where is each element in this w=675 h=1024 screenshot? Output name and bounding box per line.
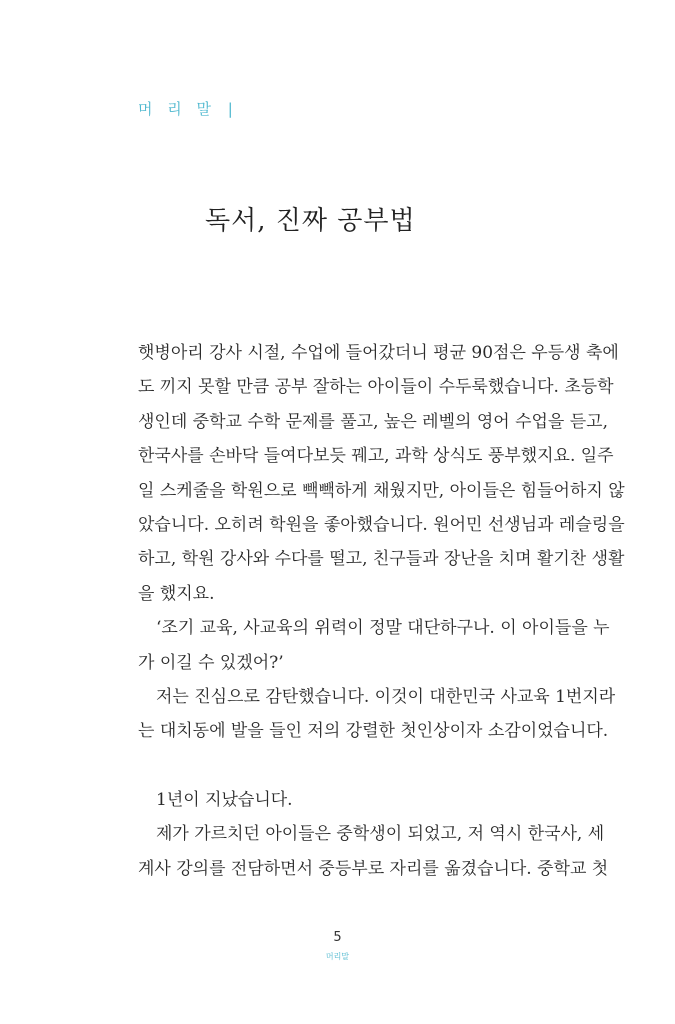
paragraph-line: 제가 가르치던 아이들은 중학생이 되었고, 저 역시 한국사, 세	[156, 824, 605, 845]
paragraph-line: 생인데 중학교 수학 문제를 풀고, 높은 레벨의 영어 수업을 듣고,	[138, 411, 608, 432]
page-title: 독서, 진짜 공부법	[205, 206, 416, 236]
quote-line: ‘조기 교육, 사교육의 위력이 정말 대단하구나. 이 아이들을 누	[156, 618, 610, 639]
section-label-text: 머 리 말	[138, 100, 217, 118]
paragraph-line: 1년이 지났습니다.	[156, 790, 293, 811]
paragraph-line: 저는 진심으로 감탄했습니다. 이것이 대한민국 사교육 1번지라	[156, 686, 616, 707]
paragraph-line: 도 끼지 못할 만큼 공부 잘하는 아이들이 수두룩했습니다. 초등학	[138, 377, 614, 398]
paragraph-line: 하고, 학원 강사와 수다를 떨고, 친구들과 장난을 치며 활기찬 생활	[138, 549, 625, 570]
paragraph-line: 한국사를 손바닥 들여다보듯 꿰고, 과학 상식도 풍부했지요. 일주	[138, 446, 614, 467]
paragraph-line: 햇병아리 강사 시절, 수업에 들어갔더니 평균 90점은 우등생 축에	[138, 343, 619, 363]
paragraph-line: 는 대치동에 발을 들인 저의 강렬한 첫인상이자 소감이었습니다.	[138, 721, 609, 742]
paragraph-line: 일 스케줄을 학원으로 빽빽하게 채웠지만, 아이들은 힘들어하지 않	[138, 480, 625, 501]
section-label-bar: |	[227, 100, 238, 118]
page-number: 5	[333, 930, 342, 945]
paragraph-line: 계사 강의를 전담하면서 중등부로 자리를 옮겼습니다. 중학교 첫	[138, 858, 609, 879]
paragraph-line: 았습니다. 오히려 학원을 좋아했습니다. 원어민 선생님과 레슬링을	[138, 514, 625, 535]
running-footer: 머리말	[325, 952, 350, 961]
paragraph-gap	[138, 749, 585, 783]
paragraph-line: 을 했지요.	[138, 583, 215, 604]
body-text	[138, 336, 625, 886]
section-label	[138, 98, 238, 119]
quote-line: 가 이길 수 있겠어?’	[138, 652, 284, 673]
